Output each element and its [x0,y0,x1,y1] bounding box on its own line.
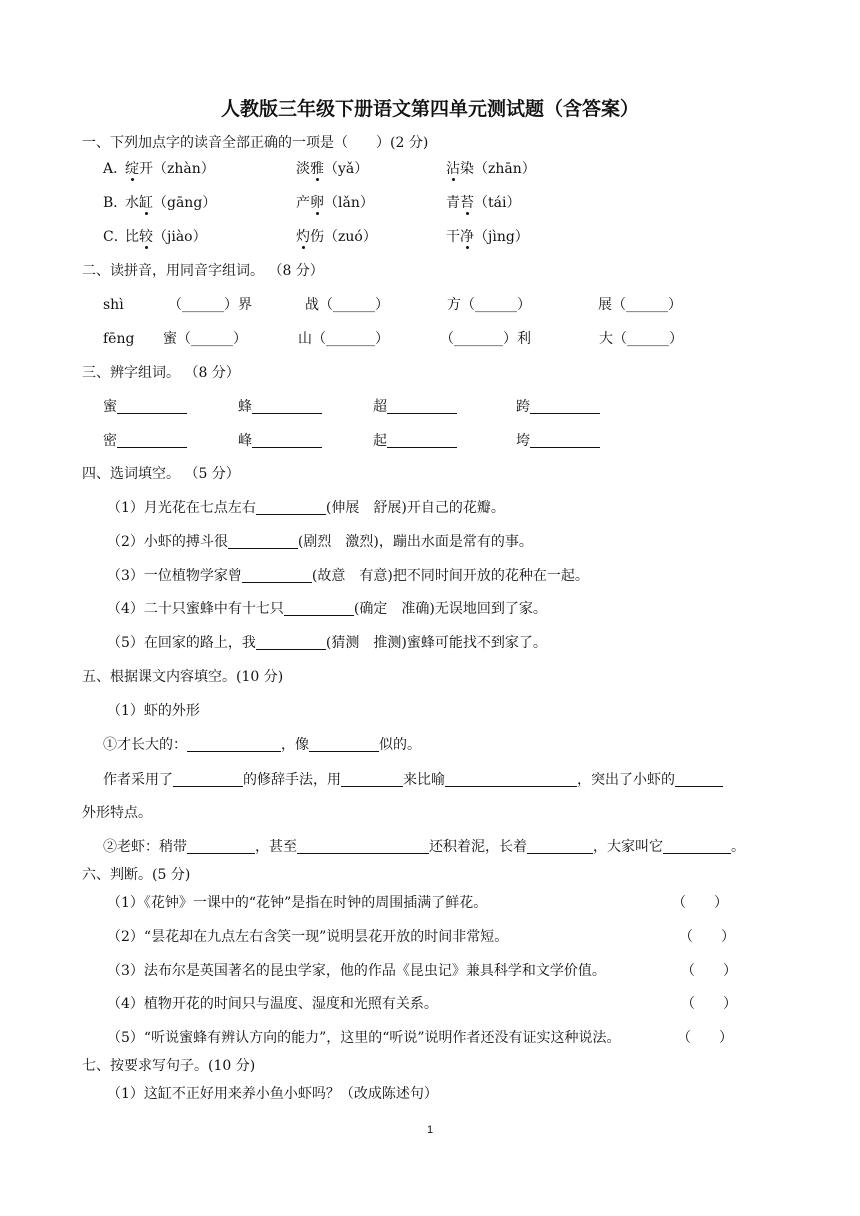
dotted-character: 雅 [310,161,324,177]
sentence-end: (故意 有意)把不同时间开放的花种在一起。 [311,568,589,584]
word-prefix: 淡 [296,161,310,177]
character: 密 [103,433,117,449]
answer-blank[interactable] [387,432,457,448]
word-prefix: 干 [446,229,460,245]
section-5-heading: 五、根据课文内容填空。(10 分) [82,669,284,685]
dotted-character: 缸 [139,195,153,211]
section-6-heading: 六、判断。(5 分) [82,867,191,883]
answer-blank[interactable] [187,838,255,854]
answer-blank[interactable] [173,771,243,787]
option-word [446,194,520,212]
text-segment: 似的。 [379,737,421,753]
text-segment: 来比喻 [403,772,445,788]
sentence-end: (猜测 推测)蜜蜂可能找不到家了。 [325,635,547,651]
sentence-end: (确定 准确)无误地回到了家。 [353,601,547,617]
word-suffix: 开（zhàn） [139,161,215,177]
word-suffix: （jìng） [474,229,529,245]
text-segment: ①才长大的： [103,737,187,753]
answer-blank[interactable] [527,838,593,854]
fill-in-word[interactable]: 方（______） [447,297,531,313]
answer-blank[interactable] [117,398,187,414]
sentence-item [107,600,547,618]
character: 起 [373,433,387,449]
dotted-character: 绽 [125,161,139,177]
sentence-start: （2）小虾的搏斗很 [107,534,228,550]
word-suffix: （lǎn） [324,195,374,211]
word-prefix: 青 [446,195,460,211]
answer-blank[interactable] [256,634,326,650]
option-word [125,228,207,246]
answer-parentheses[interactable]: （ ） [681,963,737,979]
word-suffix: 伤（zuó） [310,229,377,245]
sentence-start: （3）一位植物学家曾 [107,568,242,584]
character-item [516,398,600,416]
option-label: B． [103,195,128,211]
statement-text: （1）《花钟》一课中的“花钟”是指在时钟的周围插满了鲜花。 [107,895,488,911]
fill-in-word[interactable]: 蜜（______） [163,331,247,347]
word-suffix: （yǎ） [324,161,369,177]
statement-text: （5）“听说蜜蜂有辨认方向的能力”，这里的“听说”说明作者还没有证实这种说法。 [107,1030,621,1046]
word-suffix: 染（zhān） [460,161,536,177]
dotted-character: 较 [139,229,153,245]
page-title: 人教版三年级下册语文第四单元测试题（含答案） [220,98,639,120]
answer-blank[interactable] [252,432,322,448]
section-5-subheading: （1）虾的外形 [107,703,200,719]
option-label: C． [103,229,128,245]
answer-blank[interactable] [256,499,326,515]
text-segment: ，突出了小虾的 [577,772,675,788]
answer-parentheses[interactable]: （ ） [677,1030,733,1046]
statement-text: （3）法布尔是英国著名的昆虫学家，他的作品《昆虫记》兼具科学和文学价值。 [107,963,606,979]
text-segment: 还积着泥，长着 [429,839,527,855]
character: 蜂 [238,399,252,415]
page-number: 1 [426,1124,434,1136]
word-suffix: （gāng） [153,195,217,211]
section-7-item-1: （1）这缸不正好用来养小鱼小虾吗？（改成陈述句） [107,1086,438,1102]
character-item [238,398,322,416]
answer-blank[interactable] [530,398,600,414]
answer-blank[interactable] [242,567,312,583]
statement-text: （4）植物开花的时间只与温度、湿度和光照有关系。 [107,996,438,1012]
character-item [516,432,600,450]
sentence-item [107,499,505,517]
character-item [103,398,187,416]
dotted-character: 灼 [296,229,310,245]
character: 垮 [516,433,530,449]
sentence-item [107,533,533,551]
sentence-start: （4）二十只蜜蜂中有十七只 [107,601,284,617]
text-segment: ，甚至 [255,839,297,855]
dotted-character: 卵 [310,195,324,211]
section-7-heading: 七、按要求写句子。(10 分) [82,1058,256,1074]
character-item [238,432,322,450]
option-word [296,228,377,246]
character: 跨 [516,399,530,415]
statement-text: （2）“昙花却在九点左右含笑一现”说明昙花开放的时间非常短。 [107,929,509,945]
option-word [125,194,216,212]
sentence-end: (伸展 舒展)开自己的花瓣。 [325,500,505,516]
fill-in-word[interactable]: 山（_______） [298,331,389,347]
answer-blank[interactable] [284,600,354,616]
pinyin-label: fēng [103,331,135,347]
answer-blank[interactable] [387,398,457,414]
character-item [103,432,187,450]
answer-blank[interactable] [297,838,429,854]
sentence-end: (剧烈 激烈)，蹦出水面是常有的事。 [297,534,533,550]
character: 超 [373,399,387,415]
text-segment: 作者采用了 [103,772,173,788]
word-prefix: 水 [125,195,139,211]
text-segment: ，像 [281,737,309,753]
pinyin-label: shì [103,297,124,313]
text-segment: 的修辞手法，用 [243,772,341,788]
fill-in-word[interactable]: 展（______） [598,297,682,313]
sentence-item [107,567,589,585]
answer-blank[interactable] [252,398,322,414]
character: 峰 [238,433,252,449]
section-5-line-2 [103,771,723,789]
text-segment: 。 [731,839,745,855]
fill-in-word[interactable]: （______）界 [168,297,252,313]
dotted-character: 苔 [460,195,474,211]
dotted-character: 净 [460,229,474,245]
sentence-start: （1）月光花在七点左右 [107,500,256,516]
option-word [296,194,374,212]
answer-blank[interactable] [117,432,187,448]
answer-blank[interactable] [309,736,379,752]
fill-in-word[interactable]: （_______）利 [440,331,531,347]
section-5-line-4 [103,838,745,856]
answer-blank[interactable] [530,432,600,448]
character-item [373,398,457,416]
answer-parentheses[interactable]: （ ） [672,895,728,911]
answer-parentheses[interactable]: （ ） [681,996,737,1012]
answer-blank[interactable] [228,533,298,549]
section-5-line-1 [103,736,421,754]
fill-in-word[interactable]: 大（______） [599,331,683,347]
option-word [125,160,215,178]
option-label: A． [103,161,128,177]
option-word [446,160,536,178]
section-3-heading: 三、辨字组词。 （8 分） [82,365,240,381]
dotted-character: 沾 [446,161,460,177]
answer-blank[interactable] [663,838,731,854]
answer-blank[interactable] [187,736,281,752]
section-1-heading: 一、下列加点字的读音全部正确的一项是（ ）(2 分) [82,135,429,151]
word-prefix: 产 [296,195,310,211]
fill-in-word[interactable]: 战（______） [305,297,389,313]
section-2-heading: 二、读拼音，用同音字组词。 （8 分） [82,263,324,279]
section-4-heading: 四、选词填空。 （5 分） [82,466,240,482]
text-segment: ，大家叫它 [593,839,663,855]
answer-blank[interactable] [675,771,723,787]
word-suffix: （jiào） [153,229,207,245]
character: 蜜 [103,399,117,415]
answer-blank[interactable] [341,771,403,787]
character-item [373,432,457,450]
sentence-start: （5）在回家的路上，我 [107,635,256,651]
option-word [446,228,529,246]
answer-parentheses[interactable]: （ ） [679,929,735,945]
word-suffix: （tái） [474,195,521,211]
option-word [296,160,368,178]
sentence-item [107,634,547,652]
section-5-line-3: 外形特点。 [82,805,152,821]
text-segment: ②老虾：稍带 [103,839,187,855]
word-prefix: 比 [125,229,139,245]
answer-blank[interactable] [445,771,577,787]
